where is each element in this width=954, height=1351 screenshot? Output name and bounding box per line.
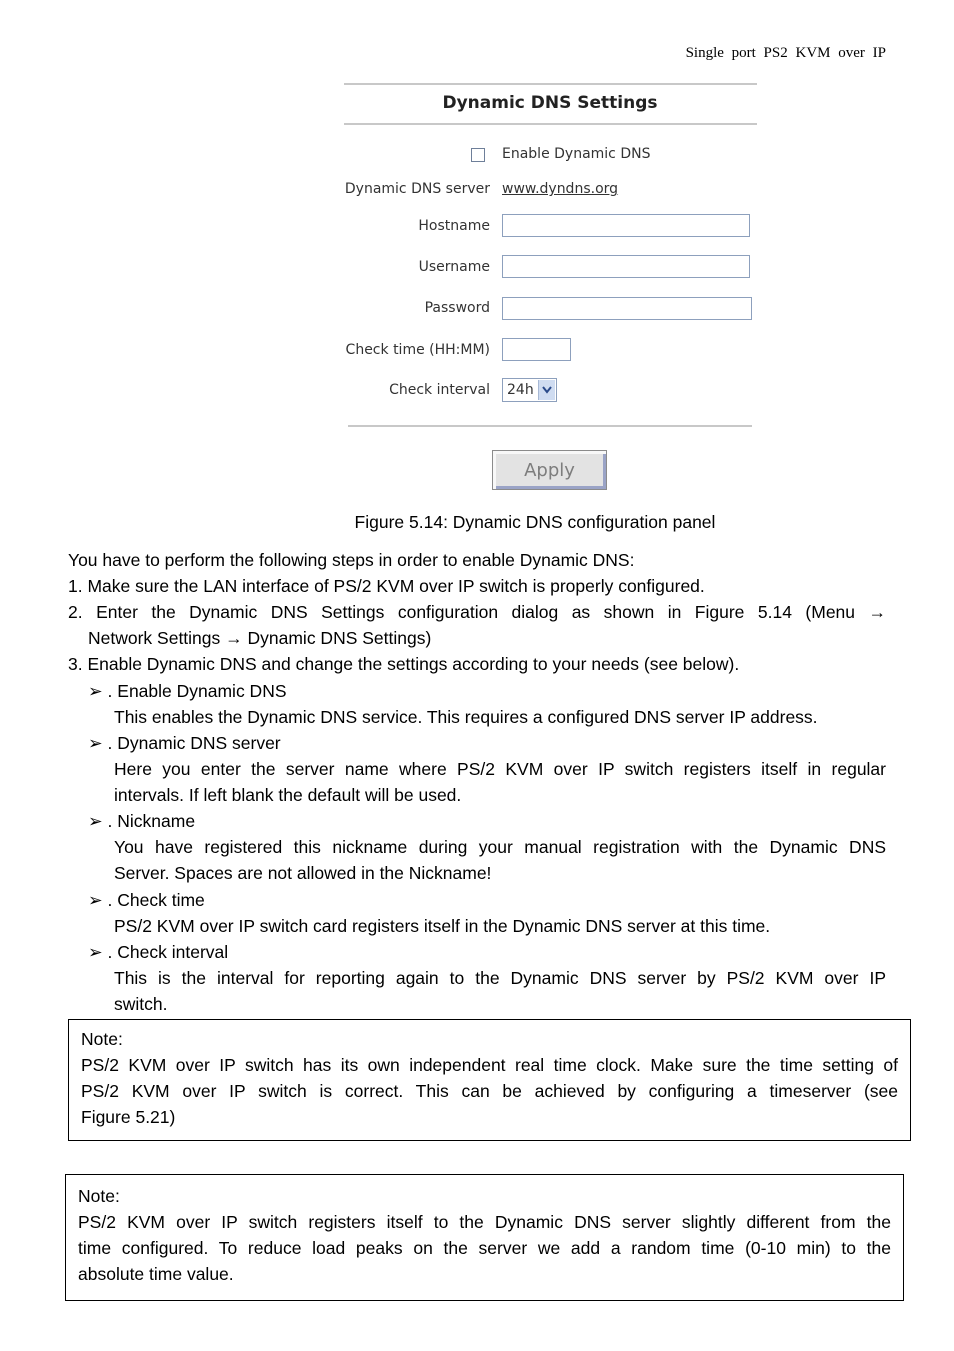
bullet-arrow-icon: ➢ . (88, 942, 113, 962)
panel-top-rule (344, 83, 757, 85)
check-time-input[interactable] (502, 338, 571, 361)
username-input[interactable] (502, 255, 750, 278)
note-box-clock (68, 1019, 911, 1141)
list-item (88, 678, 886, 704)
bullet-text: PS/2 KVM over IP switch card registers itself in the Dynamic DNS server at this time. (114, 916, 771, 936)
bullet-text: You have registered this nickname during your manual registration with the Dynamic DNS (114, 837, 886, 857)
chevron-down-icon[interactable] (538, 380, 555, 400)
check-interval-label: Check interval (389, 382, 490, 398)
list-item (88, 730, 886, 756)
list-item (88, 939, 886, 965)
dynamic-dns-panel (340, 80, 760, 495)
dns-server-label: Dynamic DNS server (344, 181, 490, 197)
list-item (88, 808, 886, 834)
enable-dynamic-dns-checkbox[interactable] (471, 148, 485, 162)
list-item (88, 887, 886, 913)
bullet-text: This enables the Dynamic DNS service. This requires a configured DNS server IP address. (114, 707, 818, 727)
step-3: 3. Enable Dynamic DNS and change the settings according to your needs (see below). (68, 654, 740, 674)
check-interval-select[interactable] (502, 378, 557, 402)
username-label: Username (418, 259, 490, 275)
dns-server-link[interactable]: www.dyndns.org (502, 181, 619, 197)
bullet-arrow-icon: ➢ . (88, 811, 113, 831)
step-2-cont: Network Settings → Dynamic DNS Settings) (88, 628, 432, 648)
page-header: Single port PS2 KVM over IP (685, 45, 886, 61)
panel-title-rule (344, 123, 757, 125)
note-label: Note: (78, 1186, 120, 1206)
note-text: absolute time value. (78, 1264, 234, 1284)
hostname-input[interactable] (502, 214, 750, 237)
bullet-text: switch. (114, 994, 168, 1014)
note-text: time configured. To reduce load peaks on the server we add a random time (0-10 min) to the (78, 1238, 891, 1258)
bullet-text: Here you enter the server name where PS/2 KVM over IP switch registers itself in regular (114, 759, 886, 779)
figure-caption: Figure 5.14: Dynamic DNS configuration panel (354, 512, 716, 532)
note-text: PS/2 KVM over IP switch is correct. This can be achieved by configuring a timeserver (see (81, 1081, 898, 1101)
password-label: Password (424, 300, 490, 316)
bullet-arrow-icon: ➢ . (88, 890, 113, 910)
bullet-title: Dynamic DNS server (117, 733, 281, 753)
bullet-text: intervals. If left blank the default will be used. (114, 785, 462, 805)
note-text: Figure 5.21) (81, 1107, 176, 1127)
password-input[interactable] (502, 297, 752, 320)
intro-text: You have to perform the following steps in order to enable Dynamic DNS: (68, 550, 635, 570)
check-interval-value: 24h (507, 382, 534, 398)
bullet-title: Check time (117, 890, 205, 910)
panel-title: Dynamic DNS Settings (442, 93, 658, 113)
check-time-label: Check time (HH:MM) (345, 342, 490, 358)
note-text: PS/2 KVM over IP switch has its own independent real time clock. Make sure the time setting of (81, 1055, 898, 1075)
note-text: PS/2 KVM over IP switch registers itself to the Dynamic DNS server slightly different from the (78, 1212, 891, 1232)
apply-button[interactable] (492, 450, 607, 490)
bullet-title: Enable Dynamic DNS (117, 681, 287, 701)
bullet-arrow-icon: ➢ . (88, 681, 113, 701)
panel-bottom-rule (348, 425, 752, 427)
bullet-text: Server. Spaces are not allowed in the Nickname! (114, 863, 492, 883)
bullet-arrow-icon: ➢ . (88, 733, 113, 753)
step-1: 1. Make sure the LAN interface of PS/2 KVM over IP switch is properly configured. (68, 576, 705, 596)
step-2: 2. Enter the Dynamic DNS Settings configuration dialog as shown in Figure 5.14 (Menu → (68, 602, 886, 622)
bullet-title: Nickname (117, 811, 196, 831)
note-label: Note: (81, 1029, 123, 1049)
enable-dynamic-dns-label: Enable Dynamic DNS (502, 146, 651, 162)
hostname-label: Hostname (418, 218, 490, 234)
note-box-registration (65, 1174, 904, 1301)
bullet-title: Check interval (117, 942, 229, 962)
apply-button-label: Apply (524, 460, 575, 481)
bullet-text: This is the interval for reporting again to the Dynamic DNS server by PS/2 KVM over IP (114, 968, 886, 988)
